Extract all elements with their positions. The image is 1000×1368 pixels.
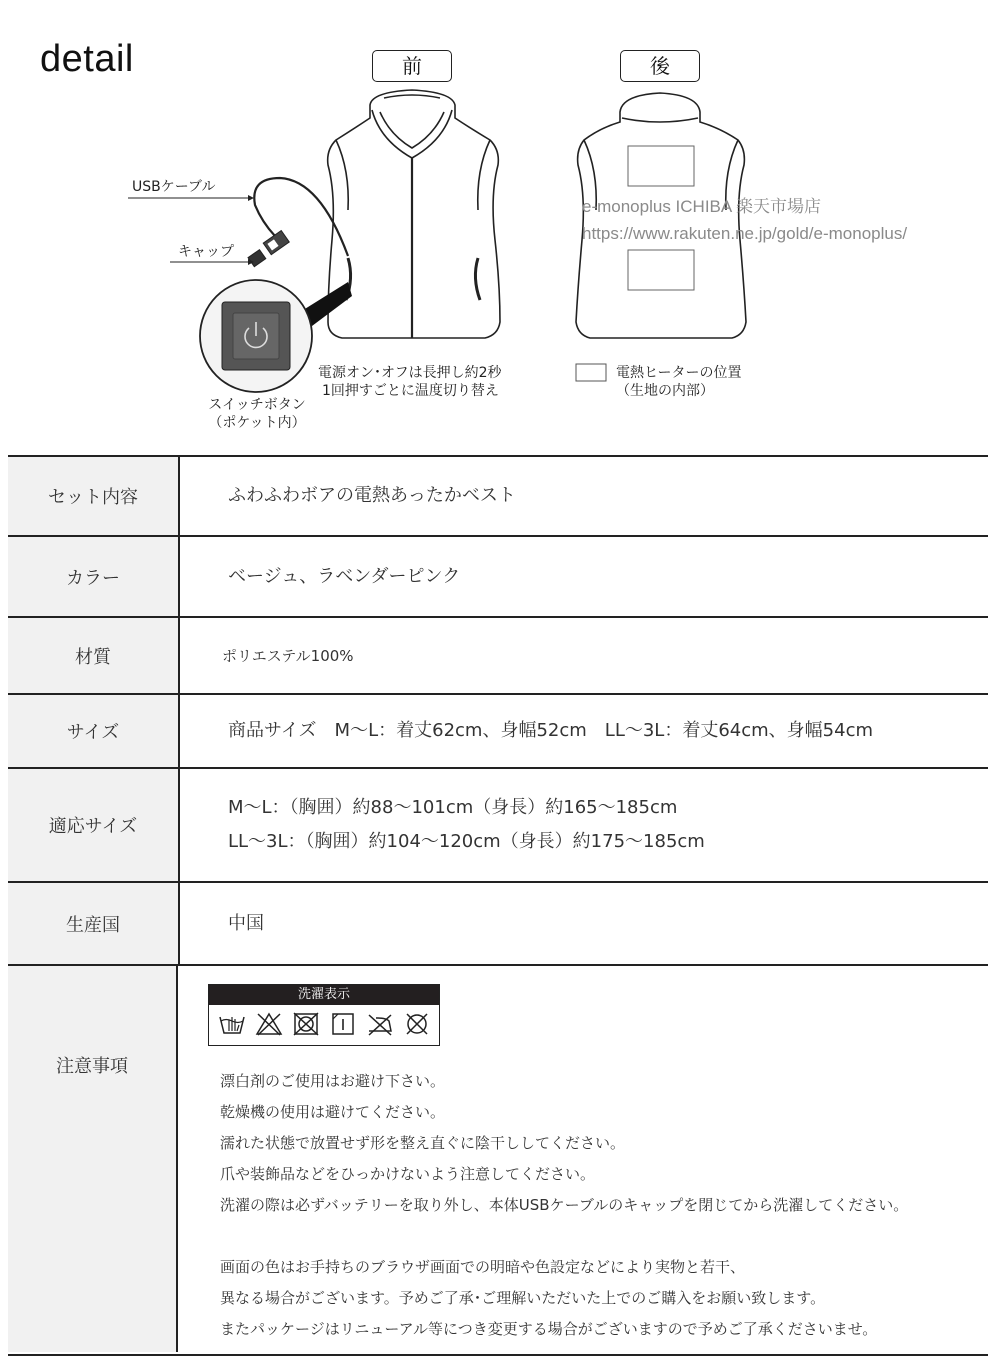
spec-label-notes: 注意事項 bbox=[8, 966, 178, 1352]
back-view-label: 後 bbox=[620, 50, 700, 82]
heater-caption bbox=[616, 364, 741, 400]
heater-caption-line1: 電熱ヒーターの位置 bbox=[616, 365, 742, 381]
switch-caption-line1: スイッチボタン bbox=[208, 397, 306, 413]
spec-label-fit: 適応サイズ bbox=[8, 769, 180, 881]
heater-legend-swatch bbox=[576, 364, 606, 381]
cap-label: キャップ bbox=[178, 244, 234, 260]
spec-table bbox=[8, 455, 988, 1356]
disclaimer-1: 画面の色はお手持ちのブラウザ画面での明暗や色設定などにより実物と若干、 bbox=[220, 1258, 746, 1276]
switch-caption-line2: （ポケット内） bbox=[208, 415, 306, 431]
usb-cap bbox=[248, 250, 266, 267]
switch-caption bbox=[196, 396, 318, 432]
disclaimer-3: またパッケージはリニューアル等につき変更する場合がございますので予めご了承くださいませ。 bbox=[220, 1320, 878, 1338]
care-note-4: 爪や装飾品などをひっかけないよう注意してください。 bbox=[220, 1165, 596, 1183]
spec-row-set bbox=[8, 457, 988, 537]
spec-row-material bbox=[8, 618, 988, 695]
no-dry-clean-icon bbox=[403, 1011, 431, 1037]
care-label-box bbox=[208, 984, 440, 1046]
no-iron-icon bbox=[366, 1011, 394, 1037]
heater-caption-line2: （生地の内部） bbox=[616, 383, 714, 399]
spec-row-color bbox=[8, 537, 988, 618]
care-notes bbox=[220, 1066, 908, 1345]
spec-value-color: ベージュ、ラベンダーピンク bbox=[228, 565, 461, 587]
care-icons bbox=[209, 1005, 439, 1043]
front-view-label: 前 bbox=[372, 50, 452, 82]
spec-value-fit-line1: M〜L：（胸囲）約88〜101cm（身長）約165〜185cm bbox=[228, 797, 678, 818]
usb-cable-label: USBケーブル bbox=[132, 179, 216, 195]
power-caption bbox=[318, 364, 502, 400]
spec-label-origin: 生産国 bbox=[8, 883, 180, 964]
line-dry-icon bbox=[329, 1011, 357, 1037]
care-note-2: 乾燥機の使用は避けてください。 bbox=[220, 1103, 446, 1121]
care-note-3: 濡れた状態で放置せず形を整え直ぐに陰干ししてください。 bbox=[220, 1134, 626, 1152]
no-tumble-dry-icon bbox=[292, 1011, 320, 1037]
heater-zone-upper bbox=[628, 146, 694, 186]
care-label-title: 洗濯表示 bbox=[209, 985, 439, 1005]
spec-row-fit bbox=[8, 769, 988, 883]
spec-value-material: ポリエステル100% bbox=[222, 646, 354, 665]
no-bleach-icon bbox=[255, 1011, 283, 1037]
heater-zone-lower bbox=[628, 250, 694, 290]
disclaimer-2: 異なる場合がございます。予めご了承･ご理解いただいた上でのご購入をお願い致します。 bbox=[220, 1289, 826, 1307]
watermark-url: https://www.rakuten.ne.jp/gold/e-monoplus/ bbox=[582, 224, 908, 243]
spec-row-notes bbox=[8, 966, 988, 1352]
front-vest-illustration bbox=[328, 90, 500, 338]
usb-connector bbox=[263, 231, 289, 255]
spec-value-origin: 中国 bbox=[228, 912, 264, 934]
spec-value-fit-line2: LL〜3L：（胸囲）約104〜120cm（身長）約175〜185cm bbox=[228, 831, 705, 852]
page-title: detail bbox=[40, 38, 134, 80]
spec-label-set: セット内容 bbox=[8, 457, 180, 535]
watermark-store: e-monoplus ICHIBA 楽天市場店 bbox=[582, 197, 822, 216]
spec-value-set: ふわふわボアの電熱あったかベスト bbox=[228, 485, 516, 506]
care-note-1: 漂白剤のご使用はお避け下さい。 bbox=[220, 1072, 446, 1090]
spec-label-color: カラー bbox=[8, 537, 180, 616]
spec-label-material: 材質 bbox=[8, 618, 180, 693]
care-note-5: 洗濯の際は必ずバッテリーを取り外し、本体USBケーブルのキャップを閉じてから洗濯してください。 bbox=[220, 1196, 909, 1214]
spec-label-size: サイズ bbox=[8, 695, 180, 767]
hand-wash-icon bbox=[218, 1011, 246, 1037]
spec-row-origin bbox=[8, 883, 988, 966]
power-caption-line2: 1回押すごとに温度切り替え bbox=[322, 383, 499, 399]
spec-row-size bbox=[8, 695, 988, 769]
power-caption-line1: 電源オン･オフは長押し約2秒 bbox=[318, 365, 502, 381]
spec-value-size: 商品サイズ M〜L：着丈62cm、身幅52cm LL〜3L：着丈64cm、身幅54cm bbox=[228, 720, 873, 741]
